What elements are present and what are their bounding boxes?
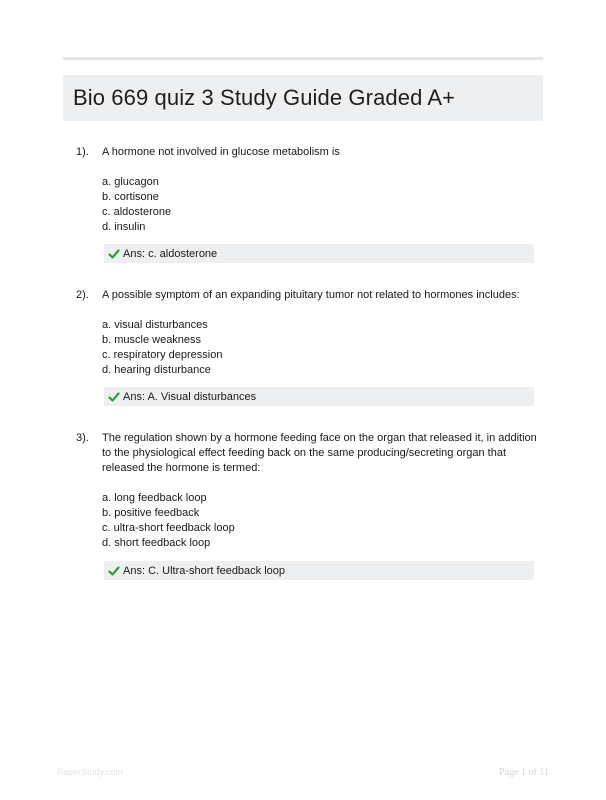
option-d: d. insulin: [102, 221, 146, 233]
answer-box: [104, 561, 534, 580]
question-number: 2).: [76, 289, 89, 301]
footer-site-link[interactable]: PaperStudy.com: [57, 767, 123, 777]
answer-text: Ans: A. Visual disturbances: [123, 390, 257, 403]
option-c: c. respiratory depression: [102, 349, 223, 361]
check-icon: [108, 565, 120, 577]
question-text: A hormone not involved in glucose metabolism is: [102, 146, 340, 158]
page-title: Bio 669 quiz 3 Study Guide Graded A+: [73, 85, 456, 110]
check-icon: [108, 248, 120, 260]
answer-box: [104, 387, 534, 406]
option-list: [102, 318, 222, 378]
option-c: c. aldosterone: [102, 206, 172, 218]
top-divider: [63, 57, 543, 60]
option-d: d. hearing disturbance: [102, 364, 211, 376]
question-number: 3).: [76, 432, 89, 444]
answer-text: Ans: c. aldosterone: [123, 247, 218, 260]
option-list: [102, 175, 171, 235]
check-icon: [108, 391, 120, 403]
option-a: a. glucagon: [102, 176, 159, 188]
question-text: A possible symptom of an expanding pituitary tumor not related to hormones includes:: [102, 289, 520, 301]
option-c: c. ultra-short feedback loop: [102, 522, 235, 534]
answer-box: [104, 244, 534, 263]
option-b: b. muscle weakness: [102, 334, 202, 346]
option-list: [102, 491, 235, 551]
option-b: b. positive feedback: [102, 507, 200, 519]
title-banner: [63, 75, 543, 121]
option-a: a. long feedback loop: [102, 492, 207, 504]
question-number: 1).: [76, 146, 89, 158]
option-a: a. visual disturbances: [102, 319, 208, 331]
option-d: d. short feedback loop: [102, 537, 211, 549]
page-number: Page 1 of 11: [499, 767, 549, 778]
answer-text: Ans: C. Ultra-short feedback loop: [123, 564, 286, 577]
option-b: b. cortisone: [102, 191, 159, 203]
question-text: The regulation shown by a hormone feeding face on the organ that released it, in addition to the physiological effect feeding back on the same producing/secreting organ that released the hormone is termed:: [102, 432, 537, 474]
